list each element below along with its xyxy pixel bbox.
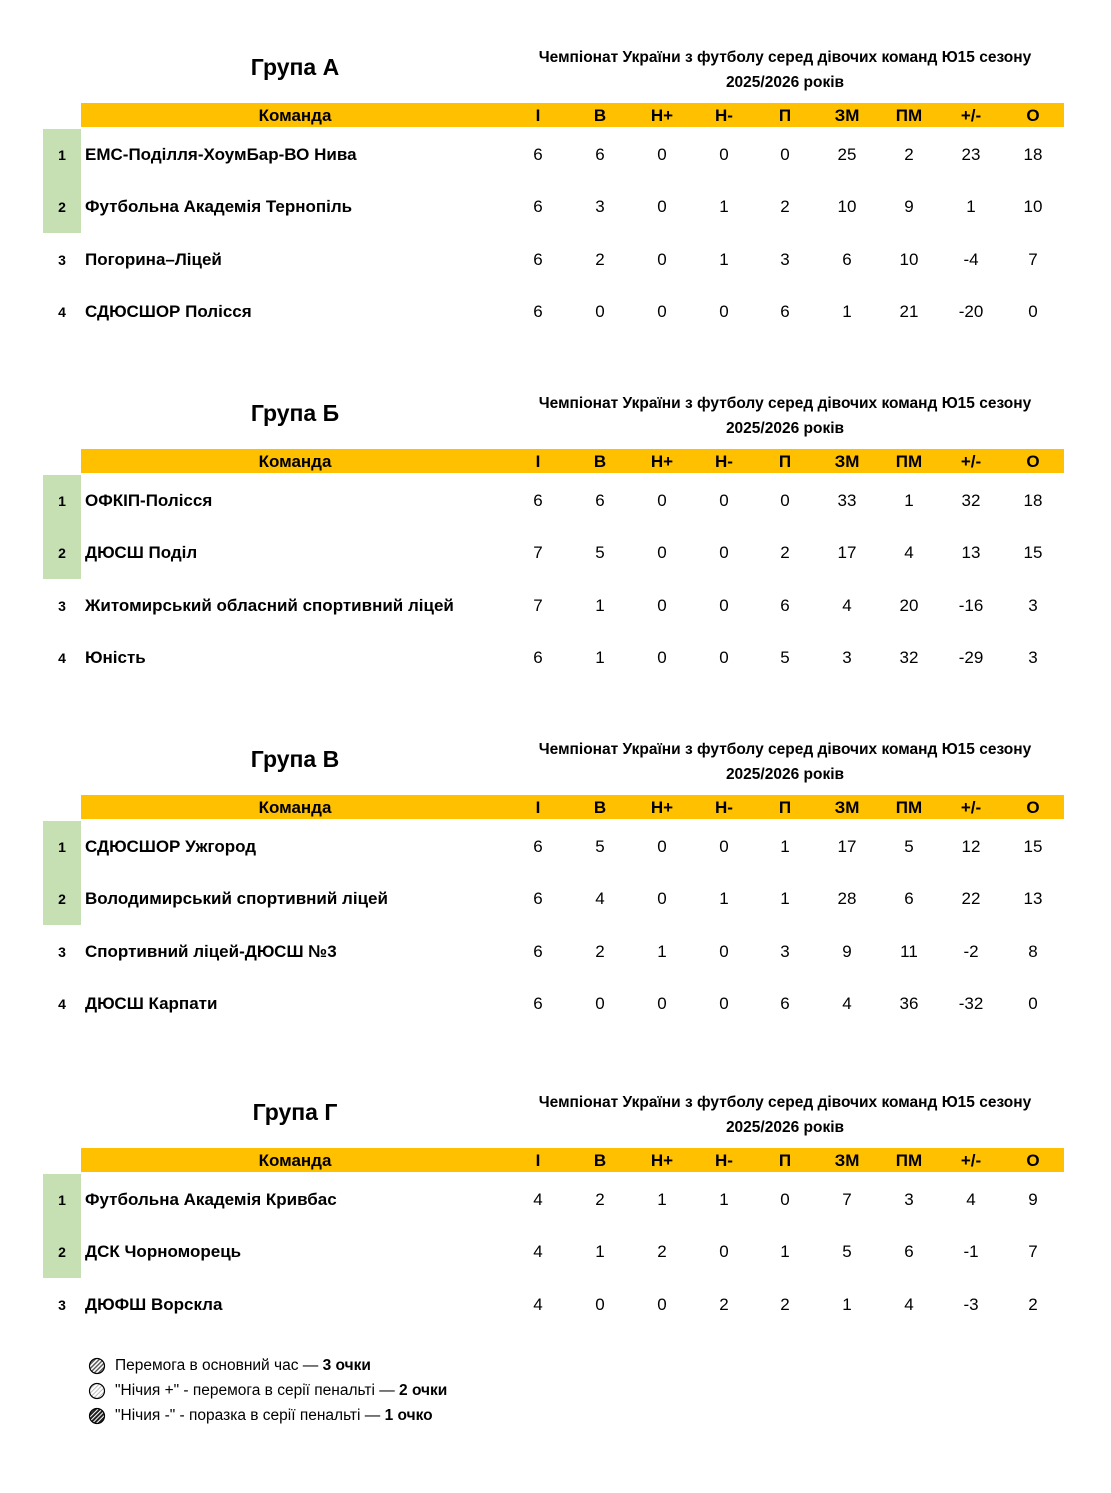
header-cell: +/- — [960, 452, 982, 471]
stat-cell: 9 — [842, 941, 852, 961]
table-row — [0, 527, 1111, 579]
stat-cell: 0 — [657, 197, 667, 217]
stat-cell: 7 — [533, 595, 543, 615]
stat-cell: 6 — [533, 145, 543, 164]
table-row — [0, 1174, 1111, 1226]
stat-cell: 22 — [961, 889, 981, 909]
team-name: Футбольна Академія Кривбас — [85, 1190, 337, 1209]
stat-cell: 0 — [595, 993, 605, 1013]
stat-cell: 3 — [904, 1190, 914, 1209]
stat-cell: 3 — [780, 941, 790, 961]
table-header — [81, 1148, 1064, 1172]
stat-cell: 0 — [719, 993, 729, 1013]
group-title: Група В — [250, 746, 340, 772]
team-name: ДЮФШ Ворскла — [85, 1294, 223, 1314]
stat-cell: 6 — [533, 993, 543, 1013]
stat-cell: 2 — [595, 249, 605, 269]
header-cell: +/- — [960, 798, 982, 817]
table-row — [0, 580, 1111, 632]
header-cell: ЗМ — [834, 798, 860, 817]
championship-line: Чемпіонат України з футболу серед дівочих команд Ю15 сезону — [538, 395, 1032, 412]
header-cell: ПМ — [895, 798, 923, 817]
header-cell: Н- — [715, 1151, 733, 1170]
stat-cell: 6 — [595, 491, 605, 510]
stat-cell: 0 — [719, 301, 729, 321]
stat-cell: 9 — [1028, 1190, 1038, 1209]
ball-icon — [88, 1407, 106, 1425]
stat-cell: 6 — [780, 301, 790, 321]
stat-cell: 0 — [719, 491, 729, 510]
stat-cell: 15 — [1023, 837, 1043, 856]
championship-line: Чемпіонат України з футболу серед дівочих команд Ю15 сезону — [538, 49, 1032, 66]
stat-cell: 2 — [595, 941, 605, 961]
header-cell: П — [778, 798, 792, 817]
stat-cell: 0 — [719, 647, 729, 667]
table-row — [0, 286, 1111, 338]
stat-cell: 0 — [719, 543, 729, 563]
group-title: Група Б — [250, 400, 340, 426]
stat-cell: 4 — [595, 889, 605, 909]
stat-cell: 10 — [1023, 197, 1043, 217]
team-name: СДЮСШОР Полісся — [85, 301, 252, 321]
position-cell: 2 — [43, 527, 81, 579]
team-name: Погорина–Ліцей — [85, 249, 222, 269]
table-row — [0, 873, 1111, 925]
header-cell: Н+ — [650, 106, 674, 125]
header-cell: І — [535, 106, 541, 125]
stat-cell: 0 — [657, 889, 667, 909]
header-cell: О — [1026, 798, 1040, 817]
header-cell: ПМ — [895, 452, 923, 471]
stat-cell: 1 — [595, 1242, 605, 1262]
stat-cell: -4 — [963, 249, 979, 269]
position-cell: 4 — [58, 649, 66, 666]
stat-cell: 0 — [657, 249, 667, 269]
legend-item-draw-minus — [88, 1403, 447, 1428]
header-cell: О — [1026, 106, 1040, 125]
position-cell: 2 — [43, 873, 81, 925]
legend — [88, 1353, 447, 1428]
stat-cell: 4 — [533, 1190, 543, 1209]
ball-icon — [88, 1357, 106, 1375]
team-name: ДЮСШ Поділ — [85, 543, 198, 563]
team-name: Футбольна Академія Тернопіль — [85, 197, 353, 217]
group-title: Група Г — [252, 1099, 338, 1125]
header-team: Команда — [258, 452, 332, 471]
stat-cell: 0 — [657, 837, 667, 856]
team-name: Житомирський обласний спортивний ліцей — [85, 595, 454, 615]
stat-cell: 36 — [899, 993, 919, 1013]
stat-cell: 6 — [533, 249, 543, 269]
stat-cell: 7 — [533, 543, 543, 563]
stat-cell: 0 — [657, 301, 667, 321]
position-cell: 3 — [58, 251, 66, 268]
header-cell: +/- — [960, 106, 982, 125]
stat-cell: 15 — [1023, 543, 1043, 563]
header-team: Команда — [258, 1151, 332, 1170]
team-name: ДСК Чорноморець — [85, 1242, 242, 1262]
stat-cell: 18 — [1023, 145, 1043, 164]
championship-line: Чемпіонат України з футболу серед дівочих команд Ю15 сезону — [538, 741, 1032, 758]
stat-cell: 1 — [657, 1190, 667, 1209]
legend-points: 1 очко — [384, 1407, 433, 1424]
stat-cell: 4 — [533, 1294, 543, 1314]
position-cell: 2 — [43, 1226, 81, 1278]
stat-cell: 17 — [837, 837, 857, 856]
table-row — [0, 926, 1111, 978]
stat-cell: 0 — [1028, 993, 1038, 1013]
table-row — [0, 181, 1111, 233]
stat-cell: 4 — [904, 1294, 914, 1314]
header-cell: І — [535, 452, 541, 471]
championship-title — [505, 391, 1065, 441]
stat-cell: 6 — [533, 491, 543, 510]
stat-cell: 6 — [904, 889, 914, 909]
team-name: ДЮСШ Карпати — [85, 993, 218, 1013]
stat-cell: 4 — [966, 1190, 976, 1209]
header-cell: +/- — [960, 1151, 982, 1170]
stat-cell: 1 — [719, 889, 729, 909]
stat-cell: 20 — [899, 595, 919, 615]
stat-cell: 6 — [533, 889, 543, 909]
stat-cell: 0 — [780, 491, 790, 510]
stat-cell: 2 — [780, 1294, 790, 1314]
header-cell: В — [593, 106, 607, 125]
stat-cell: 1 — [595, 595, 605, 615]
stat-cell: 0 — [657, 543, 667, 563]
season-line: 2025/2026 років — [725, 74, 845, 91]
header-cell: В — [593, 1151, 607, 1170]
stat-cell: 1 — [657, 941, 667, 961]
stat-cell: 0 — [657, 595, 667, 615]
table-row — [0, 475, 1111, 527]
table-header — [81, 103, 1064, 127]
table-header — [81, 795, 1064, 819]
season-line: 2025/2026 років — [725, 1119, 845, 1136]
stat-cell: 2 — [719, 1294, 729, 1314]
table-row — [0, 1279, 1111, 1331]
stat-cell: 6 — [780, 595, 790, 615]
stat-cell: 4 — [904, 543, 914, 563]
stat-cell: -16 — [958, 595, 984, 615]
stat-cell: -3 — [963, 1294, 979, 1314]
championship-line: Чемпіонат України з футболу серед дівочих команд Ю15 сезону — [538, 1094, 1032, 1111]
header-cell: ЗМ — [834, 1151, 860, 1170]
header-cell: П — [778, 452, 792, 471]
stat-cell: 0 — [719, 941, 729, 961]
stat-cell: 5 — [842, 1242, 852, 1262]
stat-cell: 6 — [533, 301, 543, 321]
header-cell: ПМ — [895, 106, 923, 125]
stat-cell: 6 — [533, 941, 543, 961]
stat-cell: 1 — [719, 1190, 729, 1209]
stat-cell: 10 — [899, 249, 919, 269]
stat-cell: -32 — [958, 993, 984, 1013]
table-row — [0, 234, 1111, 286]
stat-cell: 6 — [533, 197, 543, 217]
stat-cell: 4 — [533, 1242, 543, 1262]
team-name: Володимирський спортивний ліцей — [85, 889, 388, 909]
stat-cell: 7 — [842, 1190, 852, 1209]
header-cell: Н+ — [650, 798, 674, 817]
header-team: Команда — [258, 106, 332, 125]
stat-cell: -2 — [963, 941, 979, 961]
stat-cell: 0 — [657, 1294, 667, 1314]
header-cell: О — [1026, 1151, 1040, 1170]
header-cell: Н- — [715, 452, 733, 471]
stat-cell: 11 — [900, 941, 918, 961]
stat-cell: 4 — [842, 993, 852, 1013]
position-cell: 1 — [43, 129, 81, 181]
legend-text: "Нічия -" - поразка в серії пенальті — — [115, 1407, 385, 1424]
stat-cell: 1 — [780, 1242, 790, 1262]
championship-title — [505, 45, 1065, 95]
stat-cell: 0 — [1028, 301, 1038, 321]
header-cell: Н+ — [650, 1151, 674, 1170]
stat-cell: 6 — [533, 647, 543, 667]
season-line: 2025/2026 років — [725, 420, 845, 437]
stat-cell: 0 — [719, 145, 729, 164]
stat-cell: 1 — [780, 837, 790, 856]
position-cell: 3 — [58, 597, 66, 614]
table-row — [0, 821, 1111, 873]
table-header — [81, 449, 1064, 473]
stat-cell: -29 — [958, 647, 984, 667]
stat-cell: 3 — [1028, 595, 1038, 615]
stat-cell: 21 — [899, 301, 919, 321]
stat-cell: 8 — [1028, 941, 1038, 961]
header-cell: ЗМ — [834, 106, 860, 125]
stat-cell: 5 — [595, 543, 605, 563]
position-cell: 4 — [58, 995, 66, 1012]
header-cell: П — [778, 106, 792, 125]
position-cell: 3 — [58, 943, 66, 960]
header-cell: Н+ — [650, 452, 674, 471]
legend-points: 2 очки — [399, 1382, 448, 1399]
stat-cell: 2 — [657, 1242, 667, 1262]
stat-cell: 2 — [780, 543, 790, 563]
header-cell: ПМ — [895, 1151, 923, 1170]
championship-title — [505, 1090, 1065, 1140]
stat-cell: 32 — [899, 647, 919, 667]
stat-cell: 12 — [961, 837, 981, 856]
table-row — [0, 632, 1111, 684]
championship-title — [505, 737, 1065, 787]
position-cell: 1 — [43, 1174, 81, 1226]
stat-cell: 7 — [1028, 249, 1038, 269]
team-name: ОФКІП-Полісся — [85, 491, 213, 510]
position-cell: 1 — [43, 821, 81, 873]
stat-cell: 13 — [1023, 889, 1043, 909]
legend-text: Перемога в основний час — — [115, 1357, 323, 1374]
header-cell: ЗМ — [834, 452, 860, 471]
stat-cell: 6 — [842, 249, 852, 269]
position-cell: 4 — [58, 303, 66, 320]
team-name: СДЮСШОР Ужгород — [85, 837, 257, 856]
table-row — [0, 1226, 1111, 1278]
stat-cell: 6 — [595, 145, 605, 164]
stat-cell: 2 — [1028, 1294, 1038, 1314]
stat-cell: -1 — [963, 1242, 979, 1262]
header-cell: І — [535, 1151, 541, 1170]
stat-cell: 18 — [1023, 491, 1043, 510]
table-row — [0, 978, 1111, 1030]
season-line: 2025/2026 років — [725, 766, 845, 783]
header-cell: В — [593, 798, 607, 817]
legend-text: "Нічия +" - перемога в серії пенальті — — [115, 1382, 400, 1399]
stat-cell: 2 — [904, 145, 914, 164]
header-cell: Н- — [715, 798, 733, 817]
header-cell: В — [593, 452, 607, 471]
stat-cell: 3 — [1028, 647, 1038, 667]
stat-cell: 23 — [961, 145, 981, 164]
stat-cell: 33 — [837, 491, 857, 510]
group-title: Група А — [250, 54, 340, 80]
stat-cell: 1 — [966, 197, 976, 217]
header-cell: Н- — [715, 106, 733, 125]
stat-cell: 0 — [719, 595, 729, 615]
team-name: Юність — [85, 647, 146, 667]
stat-cell: 3 — [595, 197, 605, 217]
header-team: Команда — [258, 798, 332, 817]
stat-cell: 28 — [837, 889, 857, 909]
stat-cell: 1 — [904, 491, 914, 510]
stat-cell: 17 — [837, 543, 857, 563]
stat-cell: -20 — [958, 301, 984, 321]
stat-cell: 2 — [595, 1190, 605, 1209]
stat-cell: 0 — [719, 1242, 729, 1262]
stat-cell: 0 — [595, 301, 605, 321]
stat-cell: 3 — [842, 647, 852, 667]
header-cell: О — [1026, 452, 1040, 471]
stat-cell: 5 — [780, 647, 790, 667]
stat-cell: 25 — [837, 145, 857, 164]
stat-cell: 0 — [780, 145, 790, 164]
position-cell: 2 — [43, 181, 81, 233]
stat-cell: 13 — [961, 543, 981, 563]
stat-cell: 5 — [595, 837, 605, 856]
stat-cell: 4 — [842, 595, 852, 615]
ball-icon — [88, 1382, 106, 1400]
position-cell: 1 — [43, 475, 81, 527]
stat-cell: 0 — [657, 491, 667, 510]
stat-cell: 0 — [780, 1190, 790, 1209]
stat-cell: 0 — [657, 647, 667, 667]
stat-cell: 1 — [719, 249, 729, 269]
stat-cell: 1 — [719, 197, 729, 217]
legend-item-draw-plus — [88, 1378, 447, 1403]
team-name: ЕМС-Поділля-ХоумБар-ВО Нива — [85, 145, 357, 164]
stat-cell: 6 — [533, 837, 543, 856]
stat-cell: 32 — [961, 491, 981, 510]
position-cell: 3 — [58, 1296, 66, 1313]
team-name: Спортивний ліцей-ДЮСШ №3 — [85, 941, 337, 961]
stat-cell: 0 — [595, 1294, 605, 1314]
stat-cell: 0 — [719, 837, 729, 856]
table-row — [0, 129, 1111, 181]
header-cell: І — [535, 798, 541, 817]
stat-cell: 9 — [904, 197, 914, 217]
legend-item-win — [88, 1353, 447, 1378]
stat-cell: 1 — [842, 1294, 852, 1314]
stat-cell: 6 — [904, 1242, 914, 1262]
legend-points: 3 очки — [322, 1357, 371, 1374]
stat-cell: 2 — [780, 197, 790, 217]
stat-cell: 6 — [780, 993, 790, 1013]
stat-cell: 1 — [842, 301, 852, 321]
stat-cell: 0 — [657, 993, 667, 1013]
stat-cell: 0 — [657, 145, 667, 164]
stat-cell: 10 — [837, 197, 857, 217]
header-cell: П — [778, 1151, 792, 1170]
stat-cell: 7 — [1028, 1242, 1038, 1262]
stat-cell: 5 — [904, 837, 914, 856]
stat-cell: 1 — [595, 647, 605, 667]
stat-cell: 3 — [780, 249, 790, 269]
stat-cell: 1 — [780, 889, 790, 909]
